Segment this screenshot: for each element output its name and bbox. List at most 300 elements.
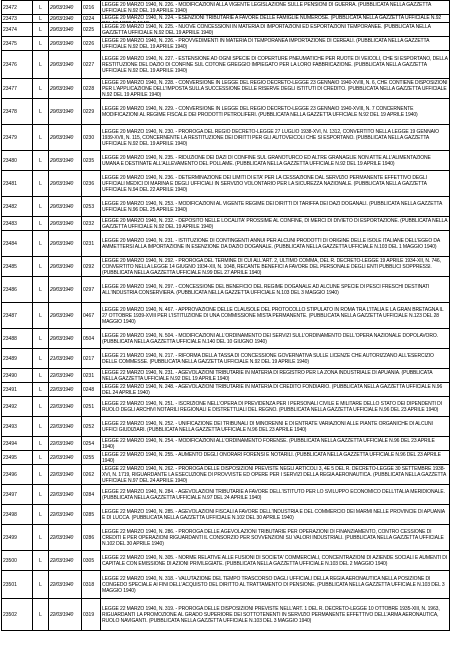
entry-type (33, 485, 49, 505)
table-row (2, 37, 450, 51)
entry-number-text: 23477 (3, 85, 17, 92)
entry-type-text: L (39, 26, 42, 33)
entry-number-text: 23492 (3, 403, 17, 410)
entry-type (33, 369, 49, 383)
entry-type-text: L (39, 440, 42, 447)
entry-type (33, 99, 49, 125)
entry-number-text: 23491 (3, 386, 17, 393)
entry-code (82, 15, 101, 23)
entry-number (2, 551, 33, 571)
entry-type (33, 257, 49, 277)
table-row (2, 125, 450, 151)
table-row (2, 551, 450, 571)
entry-code (82, 599, 101, 631)
entry-type-text: L (39, 157, 42, 164)
entry-description-text: LEGGE 21 MARZO 1940, N. 217. - RIFORMA DELLA TASSA DI CONCESSIONE GOVERNATIVA SULLE LICENZE CHE AUTORIZZANO ALL'ESERCIZIO DELLE COMMESSE. (PUBBLICATA NELLA GAZZETTA UFFICIALE N.92 DEL 19 APRILE 1940) (102, 352, 434, 365)
entry-code-text: 0236 (83, 180, 95, 187)
entry-code (82, 329, 101, 349)
entry-type (33, 171, 49, 197)
entry-number (2, 23, 33, 37)
table-row (2, 451, 450, 465)
entry-date-text: 22/03/1940 (50, 581, 74, 588)
entry-description-text: LEGGE 22 MARZO 1940, N. 284. - AGEVOLAZIONI TRIBUTARIE A FAVORE DELL'ISTITUTO PER LO SVILUPPO ECONOMICO DELL'ITALIA MERIDIONALE. (PUBBLICATA NELLA GAZZETTA UFFICIALE N.97 DEL 24 APRILE 1940) (102, 488, 445, 501)
entry-type-text: L (39, 454, 42, 461)
entry-number-text: 23490 (3, 372, 17, 379)
entry-code (82, 303, 101, 329)
entry-description (101, 383, 450, 397)
entry-date (49, 23, 82, 37)
entry-number (2, 37, 33, 51)
entry-date-text: 22/03/1940 (50, 423, 74, 430)
entry-code-text: 0305 (83, 557, 95, 564)
entry-code-text: 0231 (83, 372, 95, 379)
entry-description (101, 231, 450, 257)
entry-description (101, 125, 450, 151)
entry-date (49, 303, 82, 329)
entry-number (2, 397, 33, 417)
table-row (2, 15, 450, 23)
entry-date-text: 20/03/1940 (50, 134, 74, 141)
legislation-register-table (1, 0, 450, 631)
entry-date-text: 20/03/1940 (50, 4, 74, 11)
entry-number-text: 23473 (3, 15, 17, 22)
entry-code (82, 451, 101, 465)
table-row (2, 599, 450, 631)
table-row (2, 79, 450, 99)
entry-description-text: LEGGE 22 MARZO 1940, N. 305. - NORME RELATIVE ALLE FUSIONI DI SOCIETA' COMMERCIALI, CONCENTRAZIONI DI AZIENDE SOCIALI E AUMENTI DI CAPITALE CON EMISSIONE DI AZIONI PRIVILEGIATE. (PUBBLICATA NELLA GAZZETTA UFFICIALE N.103 DEL 2 MAGGIO 1940) (102, 554, 448, 567)
entry-number (2, 197, 33, 217)
entry-description-text: LEGGE 20 MARZO 1940, N. 226. - PROVVEDIMENTI IN MATERIA DI TEMPORANEA IMPORTAZIONE DI CEREALI. (PUBBLICATA NELLA GAZZETTA UFFICIALE N.92 DEL 19 APRILE 1940) (102, 37, 430, 50)
entry-type-text: L (39, 557, 42, 564)
table-row (2, 151, 450, 171)
entry-date-text: 20/03/1940 (50, 286, 74, 293)
entry-number (2, 599, 33, 631)
entry-number (2, 1, 33, 15)
entry-type-text: L (39, 611, 42, 618)
entry-description-text: LEGGE 20 MARZO 1940, N. 227. - ESTENSIONE AD OGNI SPECIE DI COPERTURE PNEUMATICHE PER RUOTE DI VEICOLI, CHE SI ESPORTANO, DELLA RESTITUZIONE DEL DAZIO DI CONFINE SUL COTONE GREGGIO IMPIEGATO PER LA LORO FABBRICAZIONE. (PUBBLICATA NELLA GAZZETTA UFFICIALE N.92 DEL 19 APRILE 1940) (102, 55, 448, 74)
entry-number-text: 23478 (3, 108, 17, 115)
entry-date-text: 20/03/1940 (50, 312, 74, 319)
entry-date-text: 20/03/1940 (50, 40, 74, 47)
entry-description (101, 525, 450, 551)
entry-description (101, 197, 450, 217)
entry-description-text: LEGGE 20 MARZO 1940, N. 297. - CONCESSIONE DEL BENEFICIO DEL REGIME DOGANALE AD ALCUNE SPECIE DI PESCI FRESCHI DESTINATI ALL'INDUSTRIA CONSERVIERA. (PUBBLICATA NELLA GAZZETTA UFFICIALE N.103 DEL 3 MAGGIO 1940) (102, 283, 430, 296)
entry-type (33, 465, 49, 485)
entry-description (101, 437, 450, 451)
entry-code-text: 0286 (83, 534, 95, 541)
entry-date-text: 20/03/1940 (50, 85, 74, 92)
entry-number-text: 23489 (3, 355, 17, 362)
entry-type (33, 151, 49, 171)
entry-description (101, 417, 450, 437)
entry-date (49, 79, 82, 99)
entry-description (101, 303, 450, 329)
entry-description (101, 217, 450, 231)
entry-date (49, 571, 82, 599)
entry-type-text: L (39, 335, 42, 342)
entry-type (33, 197, 49, 217)
entry-number (2, 525, 33, 551)
entry-type (33, 51, 49, 79)
entry-number-text: 23496 (3, 471, 17, 478)
table-row (2, 437, 450, 451)
entry-date (49, 465, 82, 485)
entry-date (49, 51, 82, 79)
entry-code (82, 525, 101, 551)
entry-type (33, 551, 49, 571)
entry-code-text: 0248 (83, 386, 95, 393)
entry-date (49, 599, 82, 631)
entry-type-text: L (39, 263, 42, 270)
entry-number (2, 99, 33, 125)
entry-description-text: LEGGE 20 MARZO 1940, N. 235. - RIDUZIONE DEI DAZI DI CONFINE SUL GRANOTURCO ED ALTRE GRANAGLIE NON ATTE ALL'ALIMENTAZIONE UMANA E DESTINATE ALL'ALLEVAMENTO DEL POLLAME. (PUBBLICATA NELLA GAZZETTA UFFICIALE N.92 DEL 19 APRILE 1940) (102, 154, 431, 167)
entry-date-text: 22/03/1940 (50, 440, 74, 447)
entry-description (101, 599, 450, 631)
table-row (2, 303, 450, 329)
entry-code (82, 99, 101, 125)
entry-type-text: L (39, 15, 42, 22)
entry-number-text: 23484 (3, 240, 17, 247)
entry-type-text: L (39, 220, 42, 227)
entry-number-text: 23497 (3, 491, 17, 498)
entry-number (2, 383, 33, 397)
entry-number (2, 485, 33, 505)
entry-date-text: 20/03/1940 (50, 263, 74, 270)
entry-date (49, 451, 82, 465)
entry-date-text: 22/03/1940 (50, 403, 74, 410)
entry-code (82, 277, 101, 303)
entry-number (2, 571, 33, 599)
entry-code (82, 417, 101, 437)
entry-code-text: 0292 (83, 263, 95, 270)
entry-number-text: 23488 (3, 335, 17, 342)
entry-code (82, 349, 101, 369)
entry-type (33, 599, 49, 631)
entry-date (49, 37, 82, 51)
entry-description (101, 571, 450, 599)
entry-description (101, 349, 450, 369)
entry-date-text: 22/03/1940 (50, 471, 74, 478)
table-row (2, 171, 450, 197)
entry-date (49, 277, 82, 303)
entry-number-text: 23500 (3, 557, 17, 564)
entry-number (2, 151, 33, 171)
entry-description (101, 277, 450, 303)
entry-description-text: LEGGE 22 MARZO 1940, N. 255. - AUMENTO DEGLI ONORARI FORENSI E NOTARILI. (PUBBLICATA NELLA GAZZETTA UFFICIALE N.96 DEL 23 APRILE 1940) (102, 451, 441, 464)
entry-description-text: LEGGE 20 MARZO 1940, N. 224. - ESENZIONI TRIBUTARIE A FAVORE DELLE FAMIGLIE NUMEROSE. (PUBBLICATA NELLA GAZZETTA UFFICIALE N.92 (102, 15, 442, 21)
entry-code (82, 37, 101, 51)
entry-description (101, 37, 450, 51)
entry-number (2, 257, 33, 277)
entry-description (101, 171, 450, 197)
entry-date (49, 99, 82, 125)
entry-description-text: LEGGE 20 MARZO 1940, N. 232. - DEPOSITO NELLE LOCALITA' PROSSIME AL CONFINE, DI MERCI DI DIVIETO DI ESPORTAZIONE. (PUBBLICATA NELLA GAZZETTA UFFICIALE N.92 DEL 19 APRILE 1940) (102, 217, 448, 230)
entry-date (49, 525, 82, 551)
entry-code-text: 0319 (83, 611, 95, 618)
entry-type (33, 1, 49, 15)
entry-date (49, 217, 82, 231)
entry-description-text: LEGGE 22 MARZO 1940, N. 318. - VALUTAZIONE DEL TEMPO TRASCORSO DAGLI UFFICIALI DELLA REGIA AERONAUTICA NELLA POSIZIONE DI CONGEDO SPECIALE AI FINI DELL'ACQUISTO DEL DIRITTO AL TRATTAMENTO DI PENSIONE. (PUBBLICATA NELLA GAZZETTA UFFICIALE N.103 DEL 3 MAGGIO 1940) (102, 575, 445, 594)
entry-description (101, 505, 450, 525)
entry-description (101, 551, 450, 571)
entry-date (49, 125, 82, 151)
entry-description-text: LEGGE 20 MARZO 1940, N. 225. - NUOVE CONCESSIONI IN MATERIA DI IMPORTAZIONI ED ESPORTAZIONI TEMPORANEE. (PUBBLICATA NELLA GAZZETTA UFFICIALE N.92 DEL 19 APRILE 1940) (102, 23, 431, 36)
entry-code (82, 571, 101, 599)
table-row (2, 217, 450, 231)
entry-type-text: L (39, 403, 42, 410)
entry-type-text: L (39, 372, 42, 379)
entry-type (33, 349, 49, 369)
entry-type-text: L (39, 511, 42, 518)
entry-date (49, 197, 82, 217)
entry-type (33, 417, 49, 437)
entry-code-text: 0504 (83, 335, 95, 342)
entry-number-text: 23499 (3, 534, 17, 541)
entry-number (2, 79, 33, 99)
entry-date-text: 20/03/1940 (50, 15, 74, 22)
entry-number (2, 329, 33, 349)
entry-code-text: 0285 (83, 511, 95, 518)
entry-number-text: 23495 (3, 454, 17, 461)
entry-description-text: LEGGE 20 MARZO 1940, N. 292. - PROROGA DEL TERMINE DI CUI ALL'ART. 2, ULTIMO COMMA, DEL R. DECRETO-LEGGE 19 APRILE 1934-XII, N. 746, CONVERTITO NELLA LEGGE 14 GIUGNO 1934-XII, N. 1048, RECANTE BENEFICI A FAVORE DEL PERSONALE DEGLI ENTI PUBBLICI SOPPRESSI. (PUBBLICATA NELLA GAZZETTA UFFICIALE N.99 DEL 27 APRILE 1940) (102, 257, 441, 276)
entry-type (33, 437, 49, 451)
entry-number (2, 417, 33, 437)
entry-code-text: 0251 (83, 403, 95, 410)
table-row (2, 349, 450, 369)
entry-type (33, 329, 49, 349)
entry-date (49, 329, 82, 349)
entry-date (49, 231, 82, 257)
entry-number-text: 23482 (3, 203, 17, 210)
table-row (2, 571, 450, 599)
entry-date-text: 21/03/1940 (50, 355, 74, 362)
entry-code (82, 383, 101, 397)
entry-code-text: 0217 (83, 355, 95, 362)
entry-date (49, 417, 82, 437)
entry-code (82, 79, 101, 99)
entry-code-text: 0235 (83, 157, 95, 164)
entry-type-text: L (39, 180, 42, 187)
entry-type (33, 303, 49, 329)
entry-description (101, 465, 450, 485)
entry-date (49, 551, 82, 571)
entry-code-text: 0467 (83, 312, 95, 319)
entry-number-text: 23485 (3, 263, 17, 270)
entry-number (2, 231, 33, 257)
entry-description (101, 79, 450, 99)
entry-code-text: 0228 (83, 85, 95, 92)
entry-number (2, 505, 33, 525)
entry-type (33, 15, 49, 23)
entry-type-text: L (39, 471, 42, 478)
entry-description-text: LEGGE 22 MARZO 1940, N. 262. - PROROGA DELLE DISPOSIZIONI PREVISTE NEGLI ARTICOLI 3, 4E 5 DEL R. DECRETO-LEGGE 30 SETTEMBRE 1938-XVI, N. 1719, RIGUARDANTE LA ESECUZIONE DI PROVVISTE ED OPERE PER I SERVIZI DELLA REGIA AERONAUTICA. (PUBBLICATA NELLA GAZZETTA UFFICIALE N.97 DEL 24 APRILE 1940) (102, 465, 446, 484)
entry-number-text: 23475 (3, 40, 17, 47)
entry-number-text: 23487 (3, 312, 17, 319)
entry-type-text: L (39, 61, 42, 68)
table-row (2, 51, 450, 79)
entry-date (49, 15, 82, 23)
entry-code-text: 0216 (83, 4, 95, 11)
entry-code (82, 551, 101, 571)
entry-date-text: 20/03/1940 (50, 240, 74, 247)
entry-description-text: LEGGE 20 MARZO 1940, N. 230. - PROROGA DEL REGIO DECRETO-LEGGE 27 LUGLIO 1938-XVI, N. 1312, CONVERTITO NELLA LEGGE 19 GENNAIO 1939-XVII, N. 115, CONCERNENTE LA RESTITUZIONE DEI DIRITTI PER GLI AUTOVEICOLI CHE SI ESPORTANO. (PUBBLICATA NELLA GAZZETTA UFFICIALE N.92 DEL 19 APRILE 1940) (102, 128, 439, 147)
entry-description (101, 23, 450, 37)
register-table-body (2, 1, 450, 631)
entry-date-text: 22/03/1940 (50, 611, 74, 618)
entry-type (33, 397, 49, 417)
entry-number (2, 303, 33, 329)
table-row (2, 277, 450, 303)
entry-description (101, 1, 450, 15)
table-row (2, 465, 450, 485)
entry-number (2, 51, 33, 79)
table-row (2, 329, 450, 349)
entry-date-text: 20/03/1940 (50, 26, 74, 33)
entry-number (2, 125, 33, 151)
entry-description-text: LEGGE 20 MARZO 1940, N. 467. - APPROVAZIONE DELLE CLAUSOLE DEL PROTOCOLLO STIPULATO IN ROMA TRA L'ITALIA E LA GRAN BRETAGNA IL 27 OTTOBRE 1939-XVIII PER L'ISTITUZIONE DI UNA COMMISSIONE MISTA PERMANENTE. (PUBBLICATA NELLA GAZZETTA UFFICIALE N.123 DEL 28 MAGGIO 1940) (102, 306, 444, 325)
table-row (2, 197, 450, 217)
entry-code (82, 171, 101, 197)
entry-type (33, 451, 49, 465)
entry-description (101, 485, 450, 505)
entry-number (2, 171, 33, 197)
entry-date-text: 20/03/1940 (50, 157, 74, 164)
entry-code-text: 0224 (83, 15, 95, 22)
entry-description (101, 451, 450, 465)
entry-type (33, 231, 49, 257)
entry-code-text: 0230 (83, 134, 95, 141)
entry-description-text: LEGGE 20 MARZO 1940, N. 231. - ISTITUZIONE DI CONTINGENTI ANNUI PER ALCUNI PRODOTTI DI ORIGINE DELLE ISOLE ITALIANE DELL'EGEO DA AMMETTERSI ALLA IMPORTAZIONE IN ESENZIONE DA DAZIO DOGANALE. (PUBBLICATA NELLA GAZZETTA UFFICIALE N.103 DEL 1 MAGGIO 1940) (102, 237, 440, 250)
entry-type (33, 79, 49, 99)
entry-date-text: 20/03/1940 (50, 203, 74, 210)
entry-description-text: LEGGE 20 MARZO 1940, N. 504. - MODIFICAZIONI ALL'ORDINAMENTO DEI SERVIZI SULL'ORDINAMENTO DELL'OPERA NAZIONALE DOPOLAVORO. (PUBBLICATA NELLA GAZZETTA UFFICIALE N.140 DEL 10 GIUGNO 1940) (102, 332, 438, 345)
entry-code (82, 231, 101, 257)
entry-type (33, 217, 49, 231)
entry-code-text: 0284 (83, 491, 95, 498)
entry-code-text: 0227 (83, 61, 95, 68)
entry-date-text: 22/03/1940 (50, 372, 74, 379)
entry-number-text: 23501 (3, 581, 17, 588)
entry-number-text: 23494 (3, 440, 17, 447)
entry-code (82, 23, 101, 37)
entry-description-text: LEGGE 22 MARZO 1940, N. 252. - UNIFICAZIONE DEI TRIBUNALI DI MINORENNI E DI ENTRATE VARIAZIONI ALLE PIANTE ORGANICHE DI ALCUNI UFFICI GIUDIZIARI. (PUBBLICATA NELLA GAZZETTA UFFICIALE N.96 DEL 23 APRILE 1940) (102, 420, 433, 433)
entry-date-text: 20/03/1940 (50, 220, 74, 227)
entry-date-text: 22/03/1940 (50, 511, 74, 518)
entry-description (101, 99, 450, 125)
entry-code (82, 125, 101, 151)
entry-code-text: 0262 (83, 471, 95, 478)
table-row (2, 485, 450, 505)
entry-type-text: L (39, 240, 42, 247)
entry-date (49, 1, 82, 15)
entry-type-text: L (39, 203, 42, 210)
entry-description-text: LEGGE 22 MARZO 1940, N. 285. - AGEVOLAZIONI FISCALI A FAVORE DELL'INDUSTRIA E DEL COMMERCIO DEI MARMI NELLE PROVINCIE DI APUANIA E DI LUCCA. (PUBBLICATA NELLA GAZZETTA UFFICIALE N.102 DEL 30 APRILE 1940) (102, 508, 445, 521)
entry-date (49, 171, 82, 197)
entry-date (49, 397, 82, 417)
entry-type-text: L (39, 581, 42, 588)
entry-code (82, 505, 101, 525)
entry-type (33, 383, 49, 397)
entry-type-text: L (39, 534, 42, 541)
entry-description-text: LEGGE 22 MARZO 1940, N. 254. - MODIFICAZIONI ALL'ORDINAMENTO FORENSE. (PUBBLICATA NELLA GAZZETTA UFFICIALE N.96 DEL 23 APRILE 1940) (102, 437, 435, 450)
entry-number-text: 23476 (3, 61, 17, 68)
entry-code-text: 0229 (83, 108, 95, 115)
entry-description (101, 369, 450, 383)
entry-number-text: 23486 (3, 286, 17, 293)
entry-code-text: 0254 (83, 440, 95, 447)
entry-type (33, 277, 49, 303)
entry-number-text: 23498 (3, 511, 17, 518)
entry-code-text: 0252 (83, 423, 95, 430)
entry-number (2, 217, 33, 231)
entry-description-text: LEGGE 22 MARZO 1940, N. 251. - ISCRIZIONE NELL'OPERA DI PREVIDENZA PER I PERSONALI CIVILE E MILITARE DELLO STATO DEI DIPENDENTI DI RUOLO DEGLI ARCHIVI NOTARILI REGIONALI E DISTRETTUALI DEL REGNO. (PUBBLICATA NELLA GAZZETTA UFFICIALE N.96 DEL 23 APRILE 1940) (102, 400, 442, 413)
entry-date-text: 20/03/1940 (50, 180, 74, 187)
entry-date-text: 22/03/1940 (50, 557, 74, 564)
entry-code (82, 217, 101, 231)
entry-description-text: LEGGE 20 MARZO 1940, N. 229. - CONVERSIONE IN LEGGE DEL REGIO DECRETO-LEGGE 23 GENNAIO 1940-XVIII, N. 7 CONCERNENTE MODIFICAZIONI AL REGIME FISCALE DEI PRODOTTI PETROLIFERI. (PUBBLICATA NELLA GAZZETTA UFFICIALE N.92 DEL 19 APRILE 1940) (102, 105, 418, 118)
table-row (2, 231, 450, 257)
entry-code-text: 0255 (83, 454, 95, 461)
entry-number (2, 451, 33, 465)
entry-description-text: LEGGE 20 MARZO 1940, N. 236. - DETERMINAZIONE DEI LIMITI DI ETA' PER LA CESSAZIONE DAL SERVIZIO PERMANENTE EFFETTIVO DEGLI UFFICIALI MEDICI DI MARINA E DEGLI UFFICIALI IN SERVIZIO VOLONTARIO PER LA SICUREZZA NAZIONALE. (PUBBLICATA NELLA GAZZETTA UFFICIALE N.94 DEL 22 APRILE 1940) (102, 174, 427, 193)
entry-code-text: 0297 (83, 286, 95, 293)
entry-description (101, 151, 450, 171)
entry-code-text: 0253 (83, 203, 95, 210)
entry-code-text: 0318 (83, 581, 95, 588)
entry-type-text: L (39, 108, 42, 115)
entry-type-text: L (39, 40, 42, 47)
entry-date-text: 20/03/1940 (50, 108, 74, 115)
entry-date-text: 22/03/1940 (50, 386, 74, 393)
entry-type (33, 125, 49, 151)
entry-code (82, 465, 101, 485)
entry-number (2, 15, 33, 23)
entry-description-text: LEGGE 20 MARZO 1940, N. 226. - MODIFICAZIONI ALLA VIGENTE LEGISLAZIONE SULLE PENSIONI DI GUERRA. (PUBBLICATA NELLA GAZZETTA UFFICIALE N.92 DEL 19 APRILE 1940) (102, 1, 431, 14)
entry-number (2, 369, 33, 383)
entry-date-text: 20/03/1940 (50, 335, 74, 342)
entry-description-text: LEGGE 22 MARZO 1940, N. 248. - AGEVOLAZIONI TRIBUTARIE IN MATERIA DI CREDITO FONDIARIO. (PUBBLICATA NELLA GAZZETTA UFFICIALE N.96 DEL 24 APRILE 1940) (102, 383, 443, 396)
table-row (2, 369, 450, 383)
table-row (2, 505, 450, 525)
entry-date-text: 22/03/1940 (50, 534, 74, 541)
entry-code-text: 0226 (83, 40, 95, 47)
entry-number (2, 437, 33, 451)
entry-number-text: 23479 (3, 134, 17, 141)
entry-code-text: 0231 (83, 240, 95, 247)
entry-type-text: L (39, 312, 42, 319)
entry-description-text: LEGGE 20 MARZO 1940, N. 228. - CONVERSIONE IN LEGGE DEL REGIO DECRETO-LEGGE 23 GENNAIO 1940-XVIII, N. 6, CHE CONTIENE DISPOSIZIONI PER L'APPLICAZIONE DELL'IMPOSTA SULLA SUCCESSIONE DELLE RISERVE DEGLI ISTITUTI DI CREDITO. (PUBBLICATA NELLA GAZZETTA UFFICIALE N.92 DEL 19 APRILE 1940) (102, 79, 448, 98)
entry-date-text: 22/03/1940 (50, 491, 74, 498)
entry-number (2, 349, 33, 369)
entry-date (49, 437, 82, 451)
table-row (2, 257, 450, 277)
entry-code-text: 0225 (83, 26, 95, 33)
entry-type-text: L (39, 4, 42, 11)
entry-code (82, 151, 101, 171)
table-row (2, 1, 450, 15)
entry-description-text: LEGGE 20 MARZO 1940, N. 253. - MODIFICAZIONI AL VIGENTE REGIME DEI DIRITTI DI TARIFFA DEI DAZI DOGANALI. (PUBBLICATA NELLA GAZZETTA UFFICIALE N.96 DEL 25 APRILE 1940) (102, 200, 442, 213)
entry-type-text: L (39, 85, 42, 92)
entry-date (49, 505, 82, 525)
entry-description-text: LEGGE 22 MARZO 1940, N. 286. - PROROGA DELLE AGEVOLAZIONI TRIBUTARIE PER OPERAZIONI DI FINANZIAMENTO, CONTRO CESSIONE DI CREDITI E PER OPERAZIONI RIGUARDANTI IL CONSORZIO PER SOVVENZIONI SU VALORI INDUSTRIALI. (PUBBLICATA NELLA GAZZETTA UFFICIALE N.102 DEL 30 APRILE 1940) (102, 528, 444, 547)
entry-description (101, 257, 450, 277)
entry-code (82, 369, 101, 383)
entry-description-text: LEGGE 22 MARZO 1940, N. 231. - AGEVOLAZIONI TRIBUTARIE IN MATERIA DI REGISTRO PER LA ZONA INDUSTRIALE DI APUANIA. (PUBBLICATA NELLA GAZZETTA UFFICIALE N.92 DEL 19 APRILE 1940) (102, 369, 433, 382)
entry-number-text: 23480 (3, 157, 17, 164)
entry-number-text: 23481 (3, 180, 17, 187)
entry-type (33, 23, 49, 37)
entry-description (101, 397, 450, 417)
